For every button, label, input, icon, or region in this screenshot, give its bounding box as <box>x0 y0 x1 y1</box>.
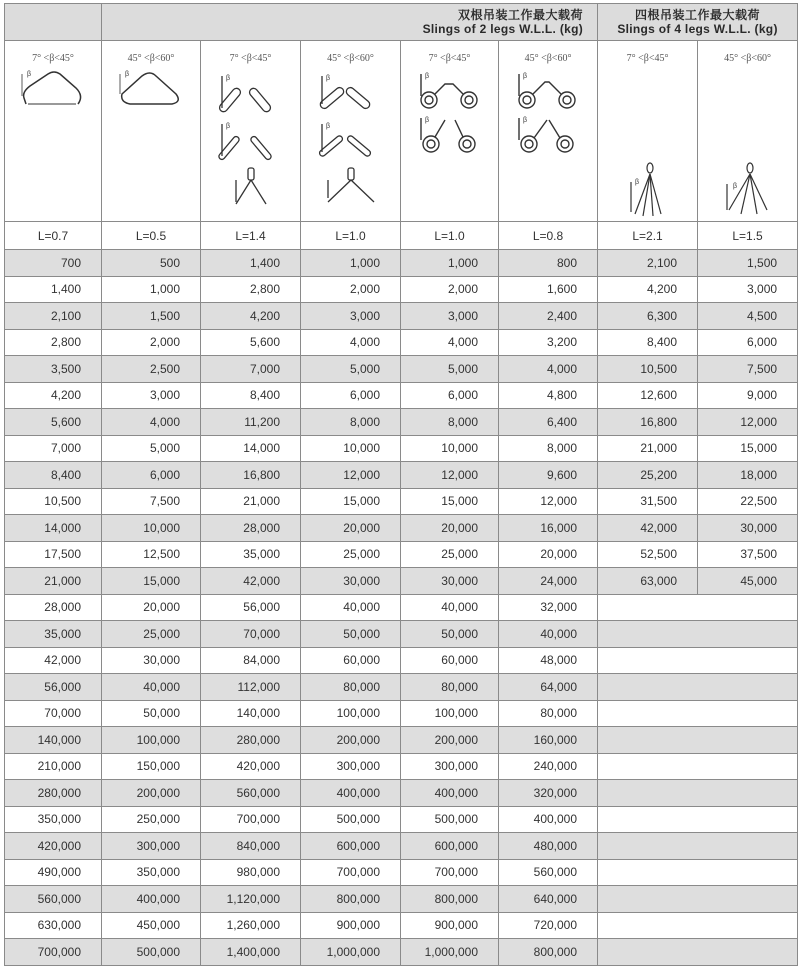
value-cell: 56,000 <box>5 674 102 701</box>
table-row <box>5 674 798 701</box>
value-cell: 1,000,000 <box>301 939 401 966</box>
value-cell: 2,000 <box>401 276 499 303</box>
value-cell: 800,000 <box>499 939 598 966</box>
value-cell: 240,000 <box>499 753 598 780</box>
value-cell: 350,000 <box>102 859 201 886</box>
table-row <box>5 276 798 303</box>
value-cell: 400,000 <box>102 886 201 913</box>
value-cell: 150,000 <box>102 753 201 780</box>
value-cell: 42,000 <box>5 647 102 674</box>
value-cell: 14,000 <box>5 515 102 542</box>
value-cell: 15,000 <box>401 488 499 515</box>
factor-cell: L=1.4 <box>201 222 301 250</box>
value-cell: 40,000 <box>102 674 201 701</box>
value-cell: 37,500 <box>698 541 798 568</box>
value-cell: 8,000 <box>499 435 598 462</box>
value-cell: 140,000 <box>5 727 102 754</box>
value-cell: 200,000 <box>102 780 201 807</box>
value-cell: 200,000 <box>401 727 499 754</box>
value-cell: 70,000 <box>201 621 301 648</box>
value-cell: 1,000 <box>102 276 201 303</box>
empty-cell <box>598 859 798 886</box>
svg-text:β: β <box>125 71 130 78</box>
value-cell: 400,000 <box>499 806 598 833</box>
value-cell: 500 <box>102 250 201 277</box>
four-legs-title-zh: 四根吊装工作最大载荷 <box>635 7 761 22</box>
wll-table <box>4 3 798 966</box>
header-row <box>5 4 798 41</box>
value-cell: 630,000 <box>5 912 102 939</box>
value-cell: 900,000 <box>301 912 401 939</box>
value-cell: 18,000 <box>698 462 798 489</box>
table-row <box>5 647 798 674</box>
table-row <box>5 435 798 462</box>
value-cell: 200,000 <box>301 727 401 754</box>
value-cell: 35,000 <box>201 541 301 568</box>
value-cell: 4,000 <box>301 329 401 356</box>
value-cell: 840,000 <box>201 833 301 860</box>
value-cell: 20,000 <box>102 594 201 621</box>
value-cell: 700 <box>5 250 102 277</box>
value-cell: 560,000 <box>5 886 102 913</box>
value-cell: 9,600 <box>499 462 598 489</box>
four-leg-sling-icon <box>723 160 773 220</box>
value-cell: 490,000 <box>5 859 102 886</box>
table-row <box>5 488 798 515</box>
value-cell: 7,500 <box>102 488 201 515</box>
value-cell: 2,000 <box>102 329 201 356</box>
table-row <box>5 541 798 568</box>
value-cell: 8,400 <box>201 382 301 409</box>
value-cell: 64,000 <box>499 674 598 701</box>
value-cell: 31,500 <box>598 488 698 515</box>
value-cell: 63,000 <box>598 568 698 595</box>
value-cell: 700,000 <box>201 806 301 833</box>
table-row <box>5 621 798 648</box>
value-cell: 400,000 <box>401 780 499 807</box>
factor-cell: L=0.8 <box>499 222 598 250</box>
factor-cell: L=0.7 <box>5 222 102 250</box>
value-cell: 1,400 <box>201 250 301 277</box>
factor-cell: L=1.5 <box>698 222 798 250</box>
value-cell: 52,500 <box>598 541 698 568</box>
two-leg-eye-sling-icon <box>415 68 485 158</box>
value-cell: 1,400 <box>5 276 102 303</box>
value-cell: 10,000 <box>301 435 401 462</box>
factor-row <box>5 222 798 250</box>
value-cell: 3,000 <box>401 303 499 330</box>
value-cell: 500,000 <box>401 806 499 833</box>
value-cell: 25,200 <box>598 462 698 489</box>
value-cell: 21,000 <box>5 568 102 595</box>
value-cell: 140,000 <box>201 700 301 727</box>
value-cell: 11,200 <box>201 409 301 436</box>
value-cell: 84,000 <box>201 647 301 674</box>
value-cell: 280,000 <box>5 780 102 807</box>
value-cell: 3,000 <box>698 276 798 303</box>
value-cell: 20,000 <box>301 515 401 542</box>
svg-text:β: β <box>325 75 330 82</box>
value-cell: 28,000 <box>5 594 102 621</box>
value-cell: 1,260,000 <box>201 912 301 939</box>
value-cell: 42,000 <box>201 568 301 595</box>
empty-cell <box>598 594 798 621</box>
empty-cell <box>598 621 798 648</box>
angle-label: 7° <β<45° <box>32 53 74 64</box>
svg-text:β: β <box>523 117 528 124</box>
value-cell: 4,000 <box>499 356 598 383</box>
value-cell: 30,000 <box>401 568 499 595</box>
empty-cell <box>598 833 798 860</box>
value-cell: 250,000 <box>102 806 201 833</box>
value-cell: 280,000 <box>201 727 301 754</box>
table-row <box>5 462 798 489</box>
value-cell: 15,000 <box>301 488 401 515</box>
value-cell: 350,000 <box>5 806 102 833</box>
value-cell: 50,000 <box>301 621 401 648</box>
empty-cell <box>598 753 798 780</box>
value-cell: 40,000 <box>499 621 598 648</box>
empty-cell <box>598 886 798 913</box>
value-cell: 560,000 <box>201 780 301 807</box>
value-cell: 3,000 <box>301 303 401 330</box>
value-cell: 21,000 <box>598 435 698 462</box>
two-legs-title-zh: 双根吊装工作最大载荷 <box>458 7 584 22</box>
value-cell: 24,000 <box>499 568 598 595</box>
value-cell: 2,400 <box>499 303 598 330</box>
value-cell: 56,000 <box>201 594 301 621</box>
table-row <box>5 700 798 727</box>
choker-loop-icon <box>116 68 186 108</box>
table-row <box>5 303 798 330</box>
empty-cell <box>598 806 798 833</box>
value-cell: 1,600 <box>499 276 598 303</box>
angle-label: 7° <β<45° <box>229 53 272 64</box>
factor-cell: L=2.1 <box>598 222 698 250</box>
value-cell: 30,000 <box>102 647 201 674</box>
value-cell: 12,000 <box>401 462 499 489</box>
value-cell: 16,800 <box>201 462 301 489</box>
value-cell: 1,000 <box>401 250 499 277</box>
value-cell: 6,400 <box>499 409 598 436</box>
table-row <box>5 753 798 780</box>
factor-cell: L=0.5 <box>102 222 201 250</box>
header-blank-cell <box>5 4 102 41</box>
value-cell: 16,000 <box>499 515 598 542</box>
value-cell: 30,000 <box>698 515 798 542</box>
value-cell: 100,000 <box>102 727 201 754</box>
value-cell: 320,000 <box>499 780 598 807</box>
value-cell: 560,000 <box>499 859 598 886</box>
svg-text:β: β <box>634 179 639 186</box>
value-cell: 100,000 <box>301 700 401 727</box>
value-cell: 10,500 <box>5 488 102 515</box>
value-cell: 800 <box>499 250 598 277</box>
table-row <box>5 356 798 383</box>
value-cell: 12,000 <box>301 462 401 489</box>
value-cell: 21,000 <box>201 488 301 515</box>
value-cell: 20,000 <box>401 515 499 542</box>
value-cell: 5,600 <box>5 409 102 436</box>
value-cell: 10,000 <box>401 435 499 462</box>
empty-cell <box>598 700 798 727</box>
value-cell: 600,000 <box>301 833 401 860</box>
empty-cell <box>598 939 798 966</box>
value-cell: 14,000 <box>201 435 301 462</box>
value-cell: 42,000 <box>598 515 698 542</box>
svg-text:β: β <box>225 123 230 130</box>
value-cell: 6,000 <box>698 329 798 356</box>
value-cell: 8,400 <box>5 462 102 489</box>
value-cell: 25,000 <box>102 621 201 648</box>
value-cell: 45,000 <box>698 568 798 595</box>
svg-text:β: β <box>225 75 230 82</box>
value-cell: 10,000 <box>102 515 201 542</box>
value-cell: 40,000 <box>401 594 499 621</box>
value-cell: 5,000 <box>401 356 499 383</box>
empty-cell <box>598 727 798 754</box>
value-cell: 12,000 <box>698 409 798 436</box>
angle-label: 45° <β<60° <box>524 53 572 64</box>
empty-cell <box>598 912 798 939</box>
diagram-cell <box>698 41 798 222</box>
choker-loop-icon <box>18 68 88 108</box>
angle-label: 45° <β<60° <box>327 53 374 64</box>
angle-label: 45° <β<60° <box>724 53 771 64</box>
value-cell: 420,000 <box>5 833 102 860</box>
table-row <box>5 382 798 409</box>
factor-cell: L=1.0 <box>401 222 499 250</box>
value-cell: 25,000 <box>301 541 401 568</box>
value-cell: 720,000 <box>499 912 598 939</box>
value-cell: 800,000 <box>401 886 499 913</box>
two-legs-header <box>102 4 598 41</box>
svg-text:β: β <box>424 73 429 80</box>
value-cell: 900,000 <box>401 912 499 939</box>
value-cell: 9,000 <box>698 382 798 409</box>
value-cell: 4,200 <box>5 382 102 409</box>
value-cell: 4,500 <box>698 303 798 330</box>
value-cell: 2,100 <box>5 303 102 330</box>
value-cell: 700,000 <box>401 859 499 886</box>
value-cell: 300,000 <box>102 833 201 860</box>
table-row <box>5 859 798 886</box>
value-cell: 980,000 <box>201 859 301 886</box>
value-cell: 80,000 <box>499 700 598 727</box>
value-cell: 60,000 <box>401 647 499 674</box>
value-cell: 2,800 <box>5 329 102 356</box>
svg-text:β: β <box>424 117 429 124</box>
value-cell: 500,000 <box>301 806 401 833</box>
value-cell: 100,000 <box>401 700 499 727</box>
value-cell: 6,000 <box>102 462 201 489</box>
value-cell: 30,000 <box>301 568 401 595</box>
four-legs-header <box>598 4 798 41</box>
value-cell: 7,000 <box>5 435 102 462</box>
diagram-cell <box>102 41 201 222</box>
four-legs-title-en: Slings of 4 legs W.L.L. (kg) <box>617 21 778 36</box>
angle-label: 7° <β<45° <box>626 53 669 64</box>
diagram-cell <box>5 41 102 222</box>
value-cell: 28,000 <box>201 515 301 542</box>
value-cell: 60,000 <box>301 647 401 674</box>
value-cell: 5,600 <box>201 329 301 356</box>
value-cell: 1,500 <box>698 250 798 277</box>
value-cell: 2,000 <box>301 276 401 303</box>
value-cell: 12,000 <box>499 488 598 515</box>
value-cell: 22,500 <box>698 488 798 515</box>
value-cell: 800,000 <box>301 886 401 913</box>
two-legs-title-en: Slings of 2 legs W.L.L. (kg) <box>422 21 584 36</box>
table-row <box>5 833 798 860</box>
value-cell: 4,000 <box>102 409 201 436</box>
two-leg-flat-sling-icon <box>216 68 286 208</box>
value-cell: 3,500 <box>5 356 102 383</box>
value-cell: 450,000 <box>102 912 201 939</box>
empty-cell <box>598 647 798 674</box>
value-cell: 25,000 <box>401 541 499 568</box>
value-cell: 300,000 <box>401 753 499 780</box>
diagram-cell <box>301 41 401 222</box>
table-row <box>5 568 798 595</box>
value-cell: 3,200 <box>499 329 598 356</box>
value-cell: 700,000 <box>301 859 401 886</box>
table-row <box>5 515 798 542</box>
value-cell: 5,000 <box>301 356 401 383</box>
value-cell: 8,000 <box>301 409 401 436</box>
value-cell: 2,100 <box>598 250 698 277</box>
diagram-cell <box>401 41 499 222</box>
diagram-cell <box>201 41 301 222</box>
diagram-cell <box>499 41 598 222</box>
value-cell: 70,000 <box>5 700 102 727</box>
value-cell: 50,000 <box>102 700 201 727</box>
value-cell: 500,000 <box>102 939 201 966</box>
value-cell: 80,000 <box>301 674 401 701</box>
value-cell: 16,800 <box>598 409 698 436</box>
value-cell: 700,000 <box>5 939 102 966</box>
value-cell: 480,000 <box>499 833 598 860</box>
factor-cell: L=1.0 <box>301 222 401 250</box>
angle-label: 45° <β<60° <box>127 53 175 64</box>
table-row <box>5 912 798 939</box>
value-cell: 2,500 <box>102 356 201 383</box>
value-cell: 1,000,000 <box>401 939 499 966</box>
value-cell: 8,400 <box>598 329 698 356</box>
table-row <box>5 250 798 277</box>
value-cell: 160,000 <box>499 727 598 754</box>
svg-text:β: β <box>27 71 32 78</box>
value-cell: 1,500 <box>102 303 201 330</box>
value-cell: 640,000 <box>499 886 598 913</box>
value-cell: 6,000 <box>301 382 401 409</box>
diagram-cell <box>598 41 698 222</box>
empty-cell <box>598 780 798 807</box>
svg-text:β: β <box>523 73 528 80</box>
svg-text:β: β <box>325 123 330 130</box>
value-cell: 4,200 <box>201 303 301 330</box>
value-cell: 80,000 <box>401 674 499 701</box>
value-cell: 40,000 <box>301 594 401 621</box>
value-cell: 1,400,000 <box>201 939 301 966</box>
value-cell: 112,000 <box>201 674 301 701</box>
value-cell: 1,000 <box>301 250 401 277</box>
value-cell: 4,000 <box>401 329 499 356</box>
table-row <box>5 409 798 436</box>
value-cell: 3,000 <box>102 382 201 409</box>
value-cell: 20,000 <box>499 541 598 568</box>
value-cell: 35,000 <box>5 621 102 648</box>
value-cell: 4,800 <box>499 382 598 409</box>
empty-cell <box>598 674 798 701</box>
value-cell: 420,000 <box>201 753 301 780</box>
value-cell: 15,000 <box>102 568 201 595</box>
table-row <box>5 806 798 833</box>
value-cell: 32,000 <box>499 594 598 621</box>
two-leg-flat-sling-icon <box>316 68 386 208</box>
value-cell: 1,120,000 <box>201 886 301 913</box>
value-cell: 12,500 <box>102 541 201 568</box>
value-cell: 7,000 <box>201 356 301 383</box>
value-cell: 2,800 <box>201 276 301 303</box>
value-cell: 5,000 <box>102 435 201 462</box>
diagram-row <box>5 41 798 222</box>
table-row <box>5 886 798 913</box>
svg-text:β: β <box>732 183 737 190</box>
value-cell: 6,300 <box>598 303 698 330</box>
value-cell: 400,000 <box>301 780 401 807</box>
value-cell: 48,000 <box>499 647 598 674</box>
value-cell: 6,000 <box>401 382 499 409</box>
value-cell: 7,500 <box>698 356 798 383</box>
value-cell: 600,000 <box>401 833 499 860</box>
value-cell: 17,500 <box>5 541 102 568</box>
value-cell: 210,000 <box>5 753 102 780</box>
value-cell: 50,000 <box>401 621 499 648</box>
value-cell: 4,200 <box>598 276 698 303</box>
table-row <box>5 939 798 966</box>
two-leg-eye-sling-icon <box>513 68 583 158</box>
value-cell: 8,000 <box>401 409 499 436</box>
value-cell: 300,000 <box>301 753 401 780</box>
table-row <box>5 780 798 807</box>
four-leg-sling-icon <box>623 160 673 220</box>
table-row <box>5 727 798 754</box>
value-cell: 10,500 <box>598 356 698 383</box>
value-cell: 15,000 <box>698 435 798 462</box>
value-cell: 12,600 <box>598 382 698 409</box>
table-row <box>5 594 798 621</box>
table-row <box>5 329 798 356</box>
angle-label: 7° <β<45° <box>428 53 471 64</box>
